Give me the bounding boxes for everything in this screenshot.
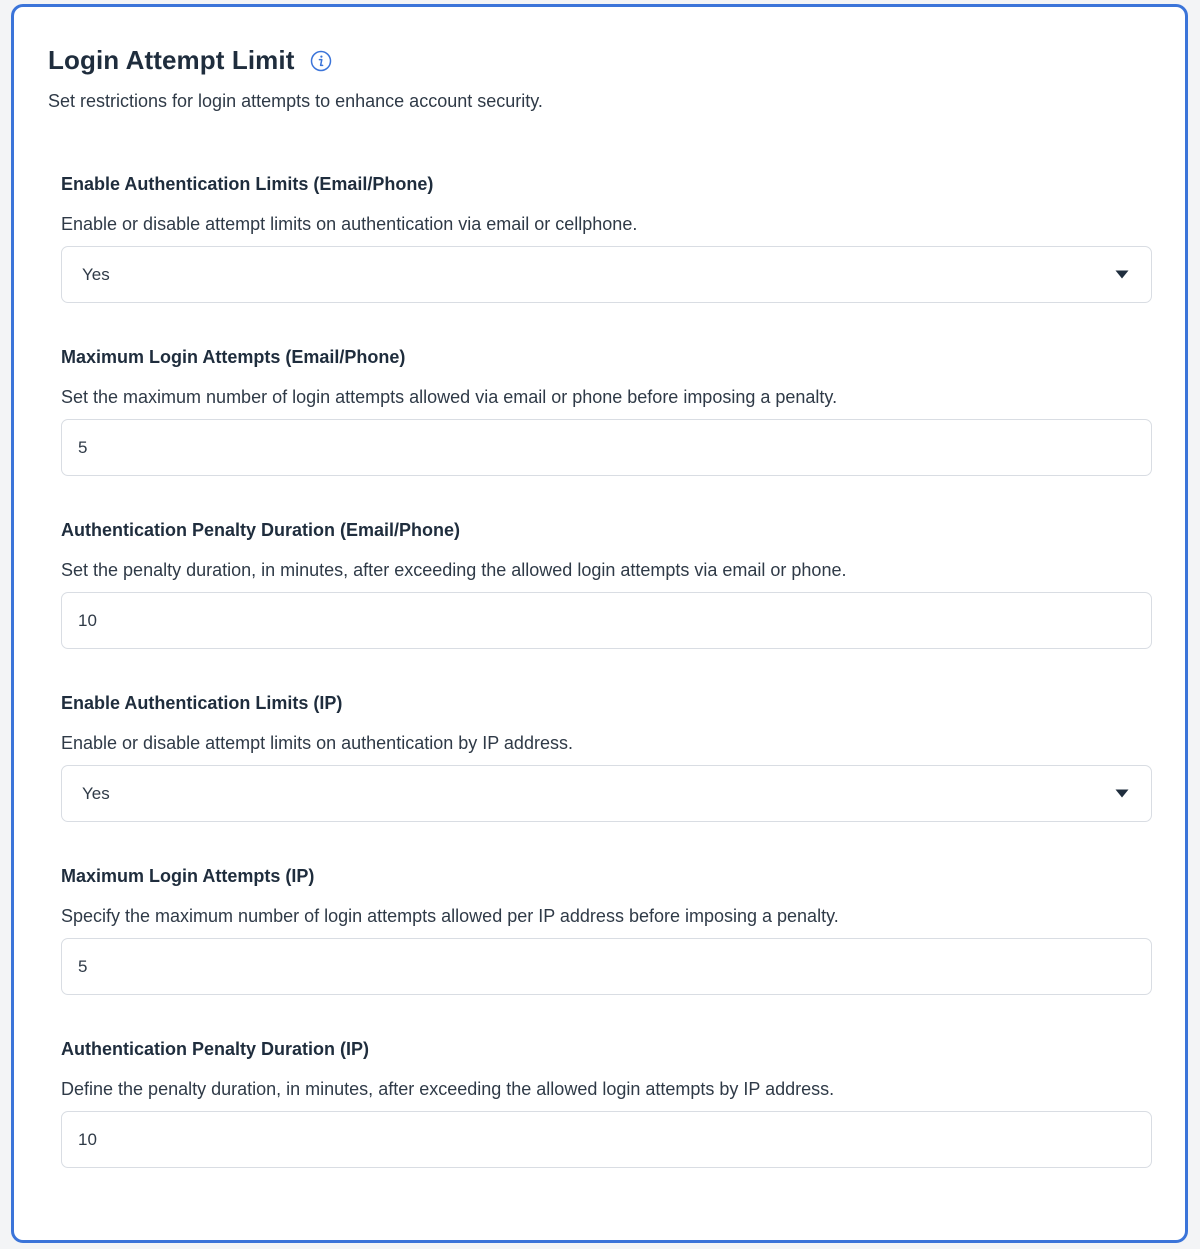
select-value: Yes: [82, 264, 110, 284]
enable-auth-limits-email-phone-select[interactable]: [61, 246, 1152, 303]
field-label: Enable Authentication Limits (Email/Phone): [61, 174, 434, 194]
enable-auth-limits-ip-select[interactable]: [61, 765, 1152, 822]
field-auth-penalty-duration-email-phone: [61, 517, 1152, 649]
field-label: Maximum Login Attempts (Email/Phone): [61, 347, 406, 367]
field-max-login-attempts-ip: [61, 863, 1152, 995]
caret-down-icon: [1115, 270, 1129, 280]
field-description: Enable or disable attempt limits on authentication via email or cellphone.: [61, 214, 638, 234]
info-icon[interactable]: [310, 50, 332, 72]
field-description: Specify the maximum number of login attempts allowed per IP address before imposing a penalty.: [61, 906, 839, 926]
input-value: 5: [78, 956, 88, 976]
field-label: Maximum Login Attempts (IP): [61, 866, 315, 886]
field-label: Authentication Penalty Duration (Email/Phone): [61, 520, 461, 540]
auth-penalty-duration-ip-input[interactable]: [61, 1111, 1152, 1168]
page-title: Login Attempt Limit: [48, 45, 295, 75]
field-description: Set the penalty duration, in minutes, after exceeding the allowed login attempts via email or phone.: [61, 560, 847, 580]
max-login-attempts-email-phone-input[interactable]: [61, 419, 1152, 476]
max-login-attempts-ip-input[interactable]: [61, 938, 1152, 995]
field-auth-penalty-duration-ip: [61, 1036, 1152, 1168]
card-title: [48, 45, 332, 76]
select-value: Yes: [82, 783, 110, 803]
field-enable-auth-limits-email-phone: [61, 171, 1152, 303]
input-value: 5: [78, 437, 88, 457]
input-value: 10: [78, 1129, 97, 1149]
caret-down-icon: [1115, 789, 1129, 799]
field-label: Authentication Penalty Duration (IP): [61, 1039, 370, 1059]
auth-penalty-duration-email-phone-input[interactable]: [61, 592, 1152, 649]
input-value: 10: [78, 610, 97, 630]
field-description: Enable or disable attempt limits on authentication by IP address.: [61, 733, 573, 753]
page-subtitle: Set restrictions for login attempts to enhance account security.: [48, 91, 543, 111]
field-enable-auth-limits-ip: [61, 690, 1152, 822]
field-max-login-attempts-email-phone: [61, 344, 1152, 476]
field-description: Set the maximum number of login attempts allowed via email or phone before imposing a penalty.: [61, 387, 838, 407]
field-description: Define the penalty duration, in minutes, after exceeding the allowed login attempts by IP address.: [61, 1079, 835, 1099]
field-label: Enable Authentication Limits (IP): [61, 693, 343, 713]
login-attempt-limit-card: [11, 4, 1188, 1243]
